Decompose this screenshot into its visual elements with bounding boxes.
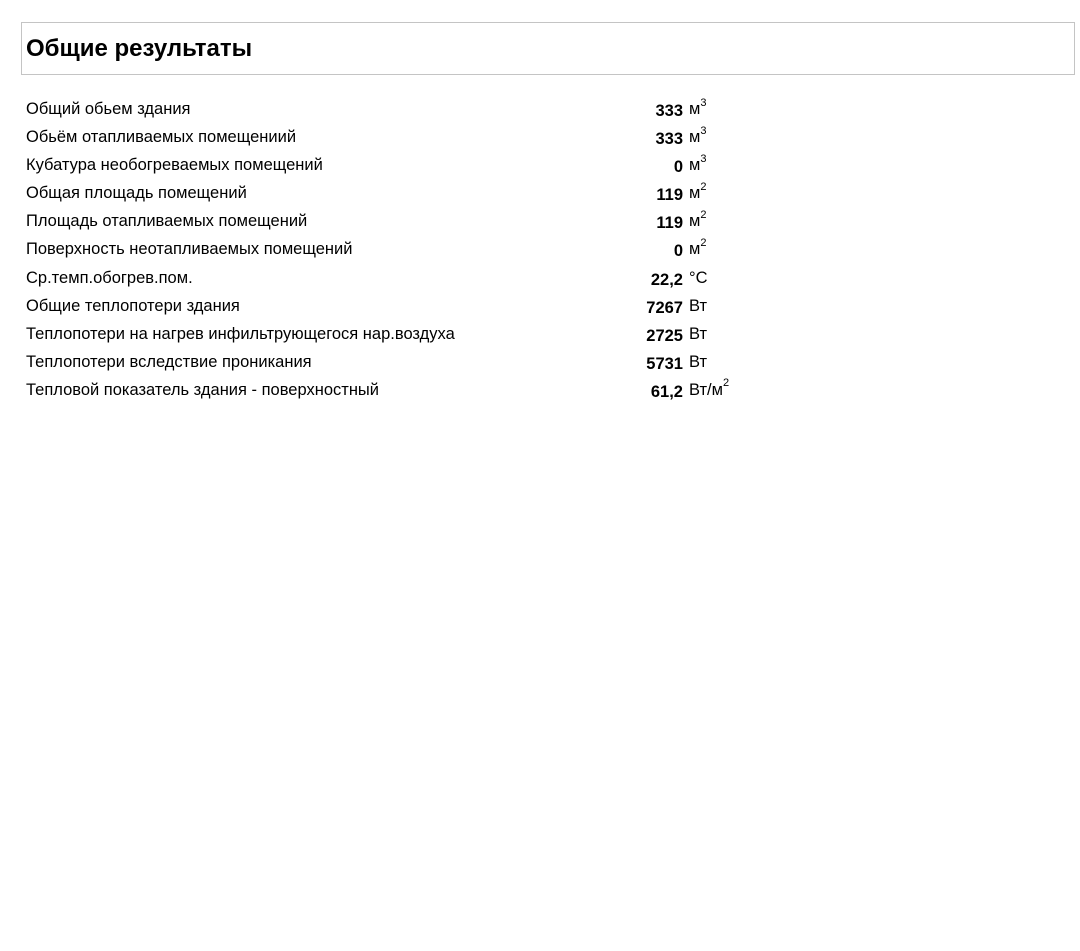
result-row-unheated-volume bbox=[26, 152, 786, 180]
result-row-unheated-area bbox=[26, 236, 786, 264]
result-row-heated-area bbox=[26, 208, 786, 236]
row-unit: $м^3$ bbox=[689, 152, 707, 175]
row-label: Обьём отапливаемых помещениий bbox=[26, 128, 297, 147]
section-header bbox=[21, 22, 1075, 75]
row-label: Тепловой показатель здания - поверхностный bbox=[26, 380, 380, 399]
row-value: 2725 bbox=[646, 326, 683, 345]
row-value: 119 bbox=[656, 186, 683, 205]
result-row-total-volume bbox=[26, 96, 786, 124]
row-unit: $м^2$ bbox=[689, 180, 707, 203]
row-value: 61,2 bbox=[650, 382, 683, 401]
result-row-transmission-loss bbox=[26, 349, 786, 377]
row-label: Общая площадь помещений bbox=[26, 184, 247, 203]
row-value: 22,2 bbox=[650, 270, 683, 289]
row-label: Кубатура необогреваемых помещений bbox=[26, 156, 323, 175]
row-value: 0 bbox=[673, 242, 683, 261]
result-row-heat-index bbox=[26, 377, 786, 405]
result-row-avg-temperature bbox=[26, 265, 786, 293]
row-label: Теплопотери на нагрев инфильтрующегося нар.воздуха bbox=[26, 324, 455, 343]
row-unit: Вт bbox=[689, 352, 708, 371]
row-value: 333 bbox=[655, 130, 683, 149]
row-unit: $м^3$ bbox=[689, 96, 707, 118]
row-label: Поверхность неотапливаемых помещений bbox=[26, 240, 353, 259]
row-value: 333 bbox=[655, 102, 683, 120]
result-row-heated-volume bbox=[26, 124, 786, 152]
row-unit: $Вт/м^2$ bbox=[689, 377, 730, 399]
row-value: 119 bbox=[656, 214, 683, 233]
row-unit: °C bbox=[689, 268, 708, 287]
result-row-total-area bbox=[26, 180, 786, 208]
row-unit: Вт bbox=[689, 296, 708, 315]
results-table bbox=[26, 96, 786, 405]
row-unit: $м^2$ bbox=[689, 236, 707, 259]
row-label: Площадь отапливаемых помещений bbox=[26, 212, 308, 231]
page-title: Общие результаты bbox=[26, 35, 253, 62]
row-unit: Вт bbox=[689, 324, 708, 343]
row-value: 5731 bbox=[646, 354, 683, 373]
row-label: Общий обьем здания bbox=[26, 100, 191, 118]
result-row-infiltration-loss bbox=[26, 321, 786, 349]
row-value: 0 bbox=[673, 158, 683, 177]
row-value: 7267 bbox=[646, 298, 683, 317]
row-unit: $м^3$ bbox=[689, 124, 707, 147]
result-row-total-heat-loss bbox=[26, 293, 786, 321]
row-label: Теплопотери вследствие проникания bbox=[26, 352, 312, 371]
row-unit: $м^2$ bbox=[689, 208, 707, 231]
row-label: Ср.темп.обогрев.пом. bbox=[26, 268, 193, 287]
row-label: Общие теплопотери здания bbox=[26, 296, 240, 315]
